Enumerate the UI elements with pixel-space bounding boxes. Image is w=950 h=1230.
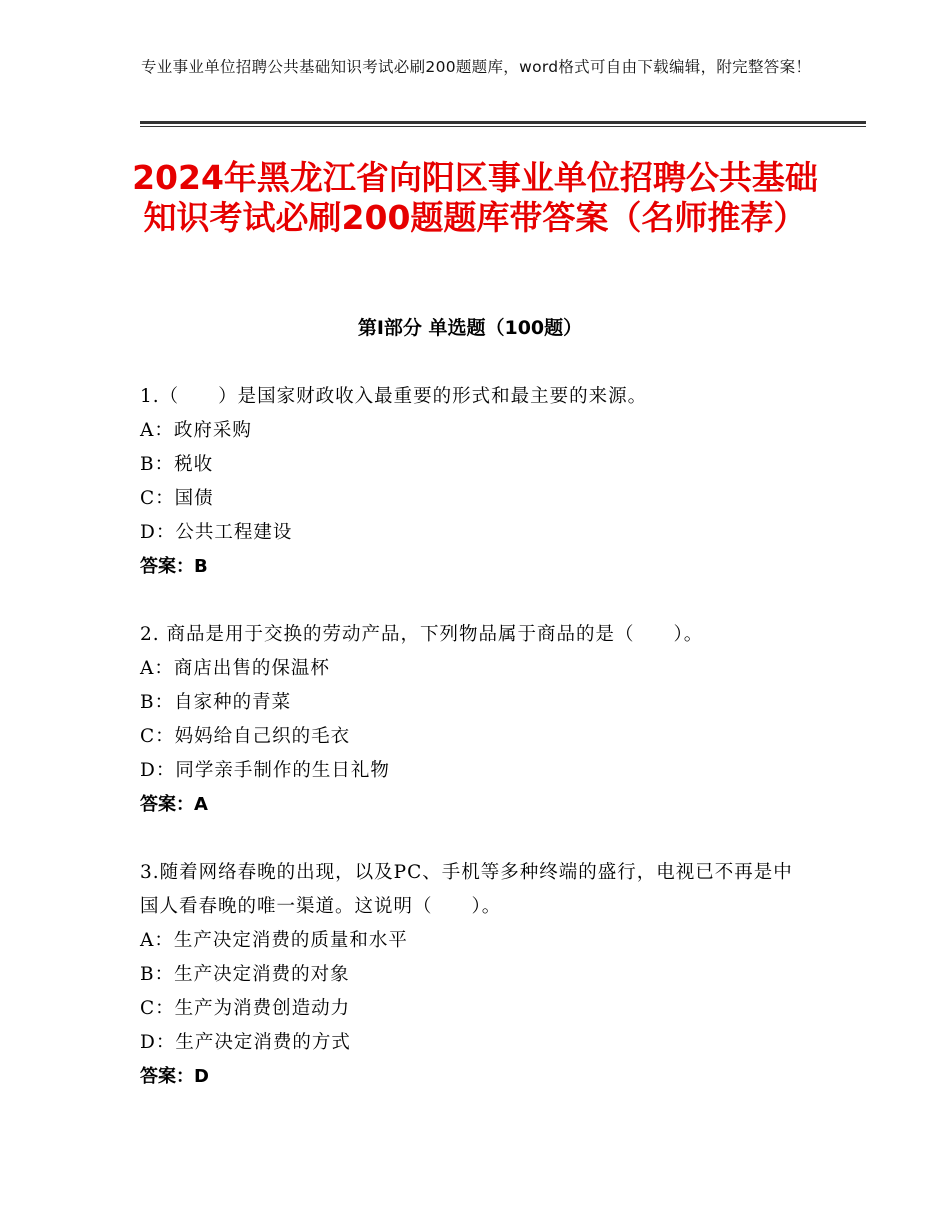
- document-title: 2024年黑龙江省向阳区事业单位招聘公共基础知识考试必刷200题题库带答案（名师推荐）: [132, 158, 818, 237]
- question-1: [140, 380, 810, 584]
- answer: 答案：B: [140, 556, 208, 577]
- question-stem: 2. 商品是用于交换的劳动产品，下列物品属于商品的是（ ）。: [140, 624, 704, 645]
- answer: 答案：A: [140, 794, 208, 815]
- option-d: D：生产决定消费的方式: [140, 1032, 351, 1053]
- option-c: C：生产为消费创造动力: [140, 998, 351, 1019]
- option-c: C：妈妈给自己织的毛衣: [140, 726, 351, 747]
- option-b: B：税收: [140, 454, 214, 475]
- option-a: A：政府采购: [140, 420, 252, 441]
- option-b: B：生产决定消费的对象: [140, 964, 350, 985]
- option-b: B：自家种的青菜: [140, 692, 292, 713]
- header-rule-thick: [140, 121, 866, 124]
- option-d: D：同学亲手制作的生日礼物: [140, 760, 390, 781]
- question-stem: 1.（ ）是国家财政收入最重要的形式和最主要的来源。: [140, 386, 648, 407]
- header-rule-thin: [140, 126, 866, 127]
- question-2: [140, 618, 810, 822]
- option-d: D：公共工程建设: [140, 522, 293, 543]
- answer: 答案：D: [140, 1066, 209, 1087]
- question-list: [140, 380, 810, 1128]
- option-a: A：商店出售的保温杯: [140, 658, 330, 679]
- section-title: 第I部分 单选题（100题）: [357, 317, 583, 339]
- header-note: 专业事业单位招聘公共基础知识考试必刷200题题库，word格式可自由下载编辑，附完整答案！: [141, 58, 812, 76]
- option-c: C：国债: [140, 488, 214, 509]
- option-a: A：生产决定消费的质量和水平: [140, 930, 408, 951]
- question-stem: 3.随着网络春晚的出现，以及PC、手机等多种终端的盛行，电视已不再是中国人看春晚的唯一渠道。这说明（ ）。: [140, 862, 793, 917]
- question-3: [140, 856, 810, 1094]
